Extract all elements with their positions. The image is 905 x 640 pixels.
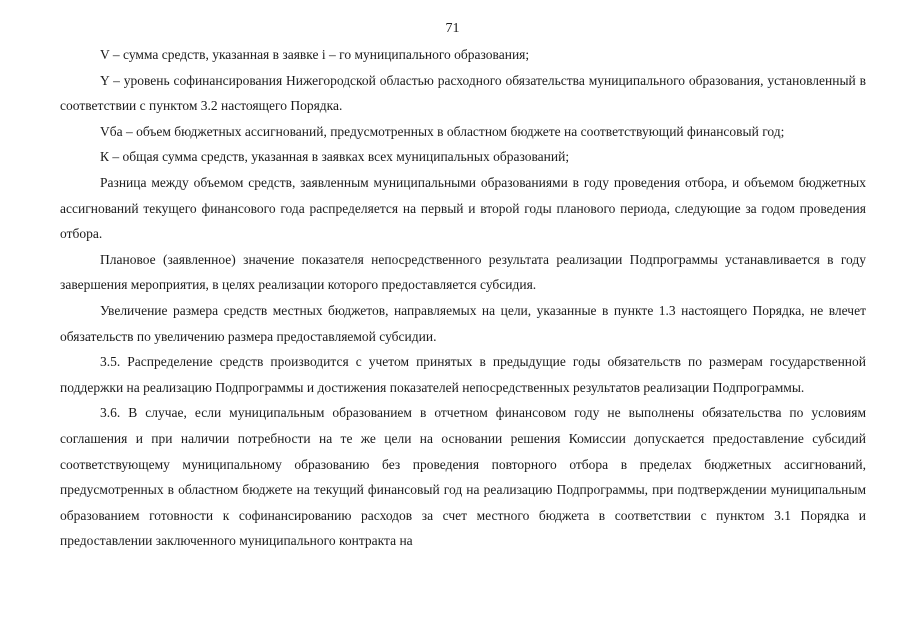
paragraph-v-definition: V – сумма средств, указанная в заявке i – го муниципального образования; [100,47,530,62]
paragraph-difference: Разница между объемом средств, заявленным муниципальными образованиями в году проведения отбора, и объемом бюджетных ассигнований текущего финансового года распределяется на первый и второй годы планового периода, следующие за годом проведения отбора. [60,174,866,242]
paragraph-k-definition: К – общая сумма средств, указанная в заявках всех муниципальных образований; [100,149,570,165]
paragraph-planned-value: Плановое (заявленное) значение показателя непосредственного результата реализации Подпрограммы устанавливается в году завершения мероприятия, в целях реализации которого предоставляется субсидия. [60,251,866,293]
page-number: 71 [445,21,460,36]
paragraph-vba-definition: Vба – объем бюджетных ассигнований, предусмотренных в областном бюджете на соответствующий финансовый год; [100,123,785,139]
paragraph-section-3-6: 3.6. В случае, если муниципальным образованием в отчетном финансовом году не выполнены обязательства по условиям соглашения и при наличии потребности на те же цели на основании решения Комиссии допускается предоставление субсидий соответствующему муниципальному образованию без проведения повторного отбора в пределах бюджетных ассигнований, предусмотренных в областном бюджете на текущий финансовый год на реализацию Подпрограммы, при подтверждении муниципальным образованием готовности к софинансированию расходов за счет местного бюджета в соответствии с пунктом 3.1 Порядка и предоставлении заключенного муниципального контракта на [60,405,866,549]
paragraph-section-3-5: 3.5. Распределение средств производится с учетом принятых в предыдущие годы обязательств по размерам государственной поддержки на реализацию Подпрограммы и достижения показателей непосредственных результатов реализации Подпрограммы. [60,354,866,395]
document-body [60,42,866,554]
paragraph-local-budget: Увеличение размера средств местных бюджетов, направляемых на цели, указанные в пункте 1.3 настоящего Порядка, не влечет обязательств по увеличению размера предоставляемой субсидии. [60,302,866,344]
paragraph-y-definition: Y – уровень софинансирования Нижегородской областью расходного обязательства муниципального образования, установленный в соответствии с пунктом 3.2 настоящего Порядка. [60,72,866,114]
